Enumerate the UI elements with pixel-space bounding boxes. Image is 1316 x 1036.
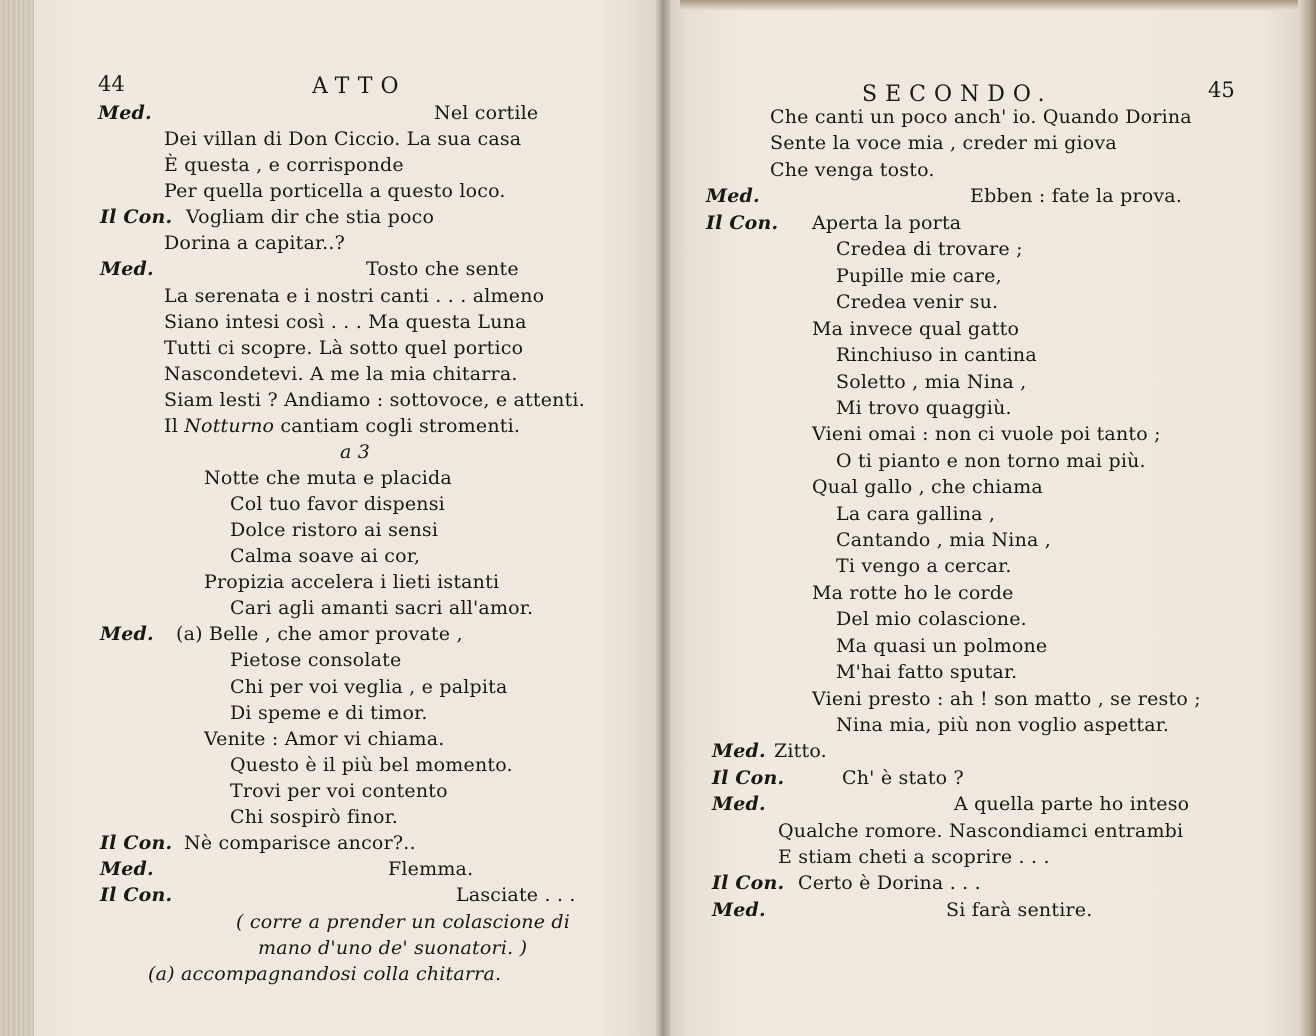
left-text-line: Tutti ci scopre. Là sotto quel portico <box>164 337 524 359</box>
left-text-line: Lasciate . . . <box>456 884 576 906</box>
right-text-line: Credea venir su. <box>836 291 999 313</box>
left-text-line: Tosto che sente <box>366 258 519 280</box>
right-text-line: Credea di trovare ; <box>836 238 1023 260</box>
right-text-line: Che canti un poco anch' io. Quando Dorina <box>770 106 1192 128</box>
left-speaker-label: Il Con. <box>100 832 173 854</box>
left-text-line: (a) accompagnandosi colla chitarra. <box>148 963 502 985</box>
left-text-line: Nel cortile <box>434 102 539 124</box>
right-speaker-label: Il Con. <box>706 212 779 234</box>
right-text-line: E stiam cheti a scoprire . . . <box>778 846 1050 868</box>
right-text-line: Vieni omai : non ci vuole poi tanto ; <box>812 423 1161 445</box>
left-page-number: 44 <box>98 72 125 96</box>
right-text-line: Rinchiuso in cantina <box>836 344 1037 366</box>
right-text-line: Cantando , mia Nina , <box>836 529 1052 551</box>
right-text-line: Del mio colascione. <box>836 608 1027 630</box>
right-text-line: Ma quasi un polmone <box>836 635 1048 657</box>
left-text-line: Dorina a capitar..? <box>164 232 346 254</box>
left-text-line: Flemma. <box>388 858 474 880</box>
right-text-line: Zitto. <box>774 740 827 762</box>
left-text-line: ( corre a prender un colascione di <box>236 911 571 933</box>
left-text-line: Vogliam dir che stia poco <box>186 206 435 228</box>
left-text-line: Siano intesi così . . . Ma questa Luna <box>164 311 527 333</box>
left-text-line: Cari agli amanti sacri all'amor. <box>230 597 534 619</box>
left-text-line: Per quella porticella a questo loco. <box>164 180 506 202</box>
right-speaker-label: Il Con. <box>712 767 785 789</box>
right-text-line: Ch' è stato ? <box>842 767 964 789</box>
right-text-line: Nina mia, più non voglio aspettar. <box>836 714 1170 736</box>
left-text-line: (a) Belle , che amor provate , <box>176 623 463 645</box>
top-page-edge <box>680 0 1316 10</box>
left-page-edges <box>0 0 34 1036</box>
right-text-line: Mi trovo quaggiù. <box>836 397 1012 419</box>
right-text-line: Che venga tosto. <box>770 159 935 181</box>
right-text-line: Ebben : fate la prova. <box>970 185 1183 207</box>
left-text-line: Col tuo favor dispensi <box>230 493 445 515</box>
right-text-line: Certo è Dorina . . . <box>798 872 981 894</box>
right-speaker-label: Il Con. <box>712 872 785 894</box>
book-gutter <box>656 0 670 1036</box>
left-speaker-label: Med. <box>100 258 154 280</box>
right-text-line: A quella parte ho inteso <box>954 793 1190 815</box>
left-text-line: mano d'uno de' suonatori. ) <box>258 937 528 959</box>
left-speaker-label: Il Con. <box>100 884 173 906</box>
left-text-line: Di speme e di timor. <box>230 702 428 724</box>
left-text-line: Notte che muta e placida <box>204 467 452 489</box>
right-text-line: O ti pianto e non torno mai più. <box>836 450 1146 472</box>
right-text-line: Qual gallo , che chiama <box>812 476 1043 498</box>
right-text-line: Soletto , mia Nina , <box>836 371 1027 393</box>
left-text-line: Venite : Amor vi chiama. <box>204 728 445 750</box>
right-text-line: La cara gallina , <box>836 503 996 525</box>
left-text-line: Propizia accelera i lieti istanti <box>204 571 500 593</box>
left-text-line: a 3 <box>340 441 371 463</box>
left-speaker-label: Med. <box>98 102 152 124</box>
right-speaker-label: Med. <box>712 740 766 762</box>
left-text-line: Chi per voi veglia , e palpita <box>230 676 508 698</box>
left-text-line: Dei villan di Don Ciccio. La sua casa <box>164 128 522 150</box>
right-text-line: Qualche romore. Nascondiamci entrambi <box>778 820 1184 842</box>
right-text-line: Si farà sentire. <box>946 899 1093 921</box>
left-speaker-label: Med. <box>100 858 154 880</box>
left-speaker-label: Il Con. <box>100 206 173 228</box>
right-speaker-label: Med. <box>706 185 760 207</box>
left-text-line: La serenata e i nostri canti . . . almeno <box>164 285 545 307</box>
left-text-line: Chi sospirò finor. <box>230 806 399 828</box>
right-text-line: Ma rotte ho le corde <box>812 582 1014 604</box>
right-speaker-label: Med. <box>712 793 766 815</box>
left-text-line: Questo è il più bel momento. <box>230 754 513 776</box>
right-text-line: Ti vengo a cercar. <box>836 555 1012 577</box>
left-text-line: Nè comparisce ancor?.. <box>184 832 416 854</box>
left-speaker-label: Med. <box>100 623 154 645</box>
left-text-line: Pietose consolate <box>230 649 402 671</box>
right-running-head: SECONDO. <box>862 82 1053 107</box>
right-text-line: Ma invece qual gatto <box>812 318 1020 340</box>
left-text-line: Trovi per voi contento <box>230 780 448 802</box>
right-page-number: 45 <box>1208 78 1235 102</box>
right-text-line: Pupille mie care, <box>836 265 1002 287</box>
right-page-edges <box>1298 0 1316 1036</box>
left-text-line: Calma soave ai cor, <box>230 545 421 567</box>
left-text-line: Dolce ristoro ai sensi <box>230 519 439 541</box>
left-text-line: Siam lesti ? Andiamo : sottovoce, e attenti. <box>164 389 585 411</box>
left-text-line: Nascondetevi. A me la mia chitarra. <box>164 363 518 385</box>
left-text-line: Il Notturno cantiam cogli stromenti. <box>164 415 521 437</box>
left-text-line: È questa , e corrisponde <box>164 154 404 176</box>
right-speaker-label: Med. <box>712 899 766 921</box>
right-text-line: Aperta la porta <box>812 212 962 234</box>
italic-word: Notturno <box>184 415 275 437</box>
left-running-head: ATTO <box>312 74 407 99</box>
right-text-line: Vieni presto : ah ! son matto , se resto ; <box>812 688 1201 710</box>
right-text-line: Sente la voce mia , creder mi giova <box>770 132 1117 154</box>
right-text-line: M'hai fatto sputar. <box>836 661 1018 683</box>
